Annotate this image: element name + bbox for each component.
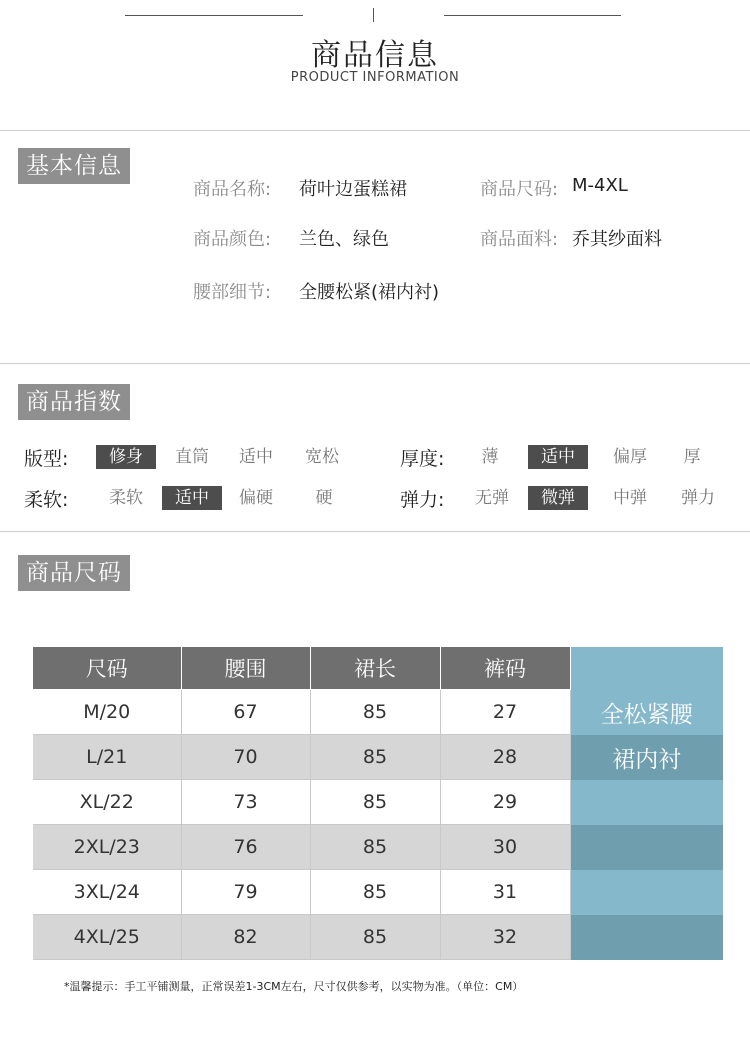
index-fit-option: 适中 [239, 447, 273, 467]
index-elasticity-option: 中弹 [613, 488, 647, 508]
field-size-key: 商品尺码: [480, 179, 559, 200]
section-size-label: 商品尺码 [18, 555, 130, 591]
index-fit-option: 直筒 [175, 447, 209, 467]
cell-waist: 70 [181, 735, 310, 780]
cell-length: 85 [310, 915, 440, 960]
header-pants-size: 裤码 [440, 647, 570, 690]
divider [0, 130, 750, 131]
side-blank-cell [570, 915, 723, 960]
field-color-key: 商品颜色: [193, 229, 272, 250]
cell-length: 85 [310, 735, 440, 780]
header-right-line [444, 15, 621, 16]
cell-pants-size: 32 [440, 915, 570, 960]
header-side-blank [570, 647, 723, 690]
index-thickness-key: 厚度: [400, 448, 445, 470]
index-softness-option: 柔软 [109, 488, 143, 508]
field-size-value: M-4XL [572, 175, 628, 196]
cell-pants-size: 31 [440, 870, 570, 915]
table-row [33, 780, 723, 825]
page-title: 商品信息 [311, 38, 439, 73]
table-row [33, 870, 723, 915]
header-left-line [125, 15, 303, 16]
cell-waist: 76 [181, 825, 310, 870]
cell-length: 85 [310, 690, 440, 735]
side-note-cell [570, 735, 723, 780]
index-fit-key: 版型: [24, 448, 69, 470]
index-softness-option-selected: 适中 [162, 486, 222, 510]
index-softness-option: 偏硬 [239, 488, 273, 508]
measurement-note: *温馨提示：手工平铺测量，正常误差1-3CM左右，尺寸仅供参考，以实物为准。（单位：CM） [64, 980, 524, 993]
section-index-label: 商品指数 [18, 384, 130, 420]
cell-pants-size: 29 [440, 780, 570, 825]
header-length: 裙长 [310, 647, 440, 690]
table-row [33, 825, 723, 870]
cell-waist: 82 [181, 915, 310, 960]
field-fabric-key: 商品面料: [480, 229, 559, 250]
field-fabric-value: 乔其纱面料 [572, 229, 662, 250]
cell-size: 2XL/23 [33, 825, 181, 870]
index-thickness-option: 薄 [481, 447, 499, 467]
page-subtitle: PRODUCT INFORMATION [290, 70, 460, 85]
cell-waist: 73 [181, 780, 310, 825]
cell-waist: 79 [181, 870, 310, 915]
cell-length: 85 [310, 870, 440, 915]
size-table [33, 647, 723, 960]
index-softness-key: 柔软: [24, 489, 69, 511]
index-thickness-option: 厚 [683, 447, 701, 467]
cell-length: 85 [310, 780, 440, 825]
index-fit-option: 宽松 [305, 447, 339, 467]
cell-waist: 67 [181, 690, 310, 735]
index-elasticity-option: 无弹 [475, 488, 509, 508]
index-fit-option-selected: 修身 [96, 445, 156, 469]
cell-pants-size: 28 [440, 735, 570, 780]
field-waist-key: 腰部细节: [193, 282, 272, 303]
table-row [33, 690, 723, 735]
field-waist-value: 全腰松紧(裙内衬) [299, 282, 440, 303]
field-color-value: 兰色、绿色 [299, 229, 389, 250]
side-note-cell [570, 690, 723, 735]
table-row [33, 915, 723, 960]
header-center-tick [373, 8, 374, 22]
divider [0, 531, 750, 532]
cell-size: L/21 [33, 735, 181, 780]
index-thickness-option: 偏厚 [613, 447, 647, 467]
index-thickness-option-selected: 适中 [528, 445, 588, 469]
table-header-row [33, 647, 723, 690]
side-note-elastic-waist: 全松紧腰 [600, 701, 693, 728]
cell-pants-size: 27 [440, 690, 570, 735]
side-blank-cell [570, 825, 723, 870]
side-note-lining: 裙内衬 [612, 746, 682, 773]
cell-size: M/20 [33, 690, 181, 735]
index-elasticity-option-selected: 微弹 [528, 486, 588, 510]
header-waist: 腰围 [181, 647, 310, 690]
cell-size: 4XL/25 [33, 915, 181, 960]
side-blank-cell [570, 780, 723, 825]
side-blank-cell [570, 870, 723, 915]
field-name-key: 商品名称: [193, 179, 272, 200]
field-name-value: 荷叶边蛋糕裙 [299, 179, 407, 200]
section-basic-label: 基本信息 [18, 148, 130, 184]
index-elasticity-option: 弹力 [681, 488, 715, 508]
cell-size: 3XL/24 [33, 870, 181, 915]
index-softness-option: 硬 [315, 488, 333, 508]
cell-size: XL/22 [33, 780, 181, 825]
cell-length: 85 [310, 825, 440, 870]
cell-pants-size: 30 [440, 825, 570, 870]
header-size: 尺码 [33, 647, 181, 690]
table-row [33, 735, 723, 780]
divider [0, 363, 750, 364]
index-elasticity-key: 弹力: [400, 489, 445, 511]
